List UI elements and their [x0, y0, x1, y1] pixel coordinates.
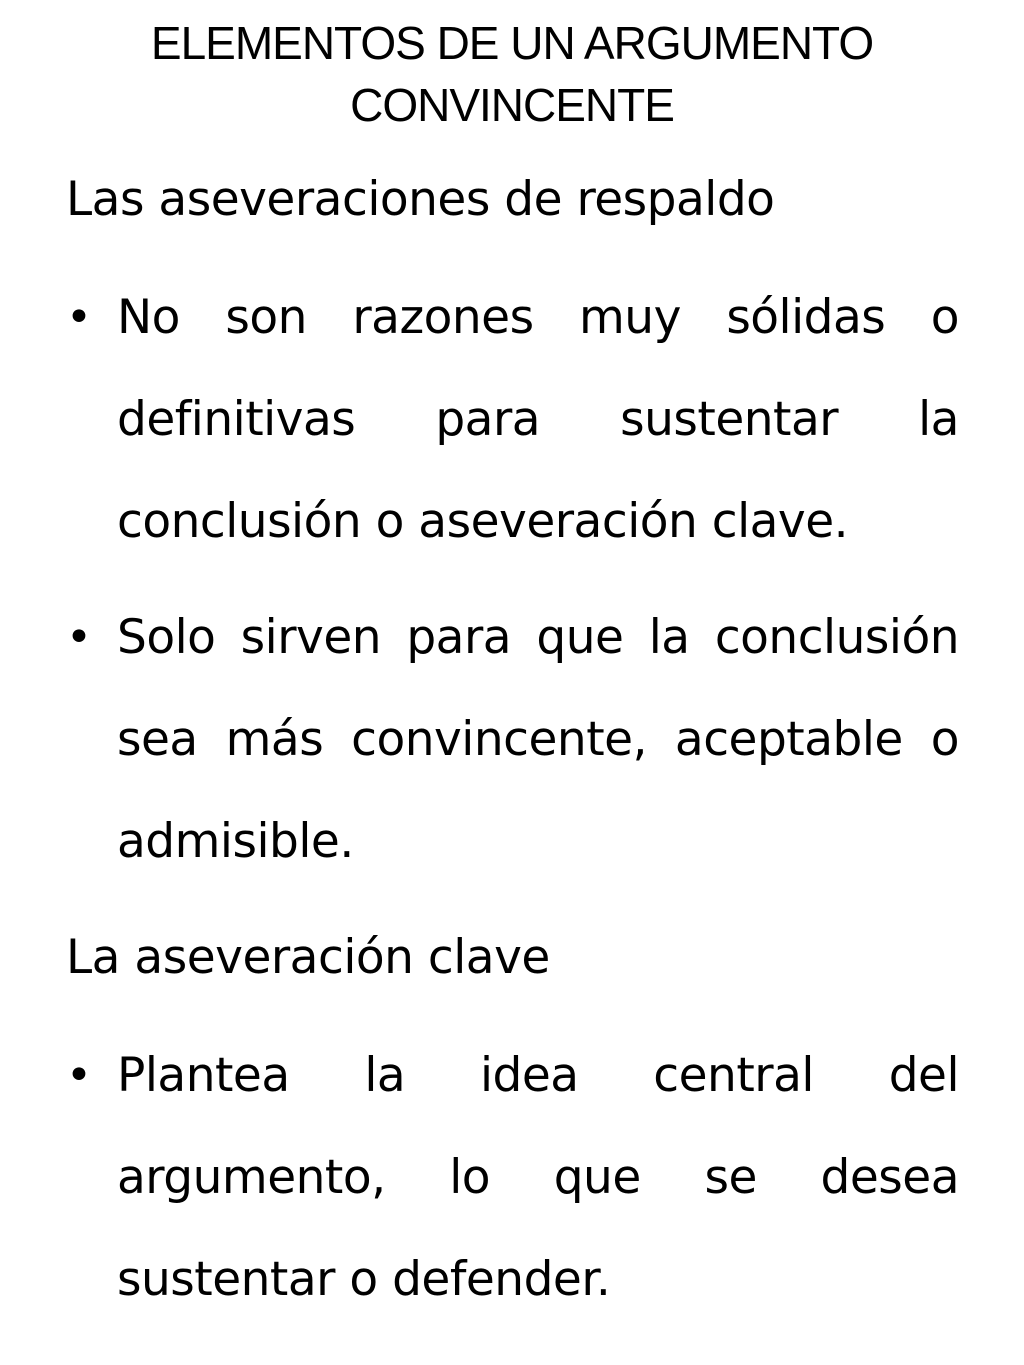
bullet-3-line-3: sustentar o defender.	[117, 1252, 611, 1307]
bullet-1-line-3: conclusión o aseveración clave.	[117, 494, 849, 549]
bullet-marker: •	[66, 292, 92, 343]
slide-title-line-2: CONVINCENTE	[350, 79, 674, 131]
slide-title-line-1: ELEMENTOS DE UN ARGUMENTO	[150, 17, 874, 69]
bullet-2-line-3: admisible.	[117, 814, 354, 869]
bullet-2-line-1: Solo sirven para que la conclusión	[117, 610, 959, 665]
bullet-marker: •	[66, 1050, 92, 1101]
bullet-1-line-2: definitivas para sustentar la	[117, 392, 959, 447]
bullet-2-line-2: sea más convincente, aceptable o	[117, 712, 959, 767]
bullet-3-line-1: Plantea la idea central del	[117, 1048, 959, 1103]
section-heading-respaldo: Las aseveraciones de respaldo	[66, 172, 775, 227]
bullet-marker: •	[66, 612, 92, 663]
bullet-1-line-1: No son razones muy sólidas o	[117, 290, 959, 345]
section-heading-clave: La aseveración clave	[66, 930, 550, 985]
bullet-3-line-2: argumento, lo que se desea	[117, 1150, 959, 1205]
